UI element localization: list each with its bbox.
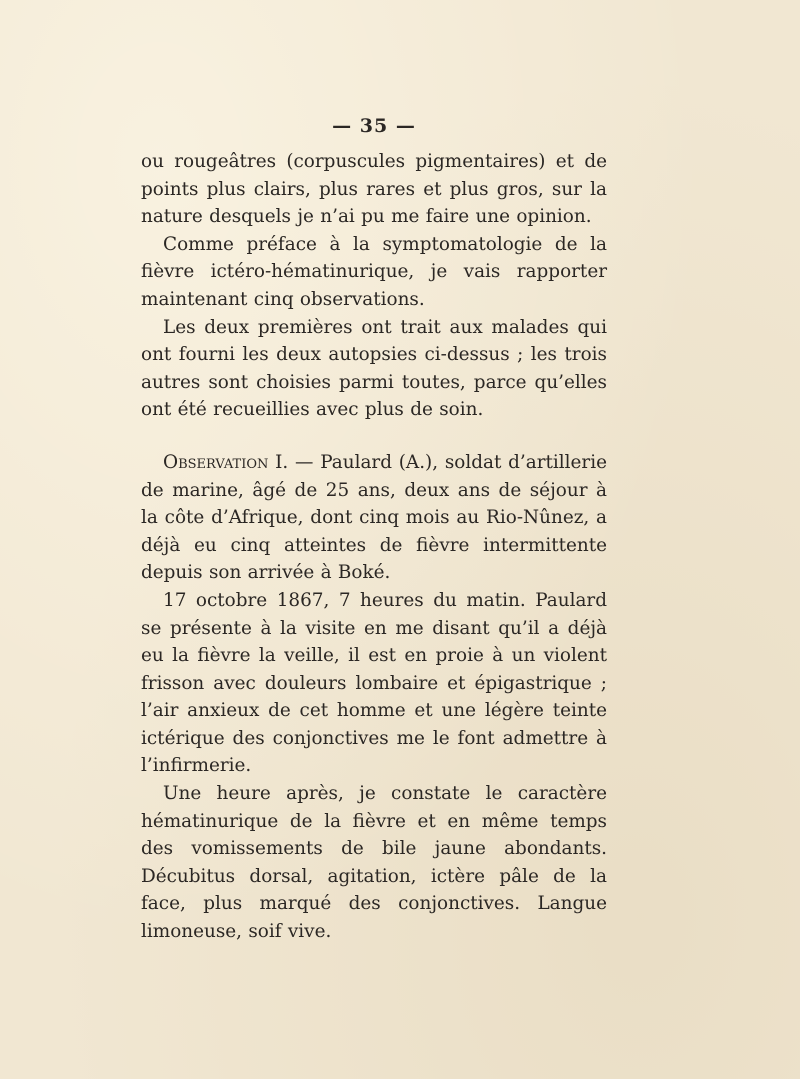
observation-intro-paragraph xyxy=(141,449,607,587)
observation-paragraph: Une heure après, je constate le caractère hématinurique de la fièvre et en même temps des vomissements de bile jaune abondants. Décubitus dorsal, agitation, ictère pâle de la face, plus marqué des conjonctives. Langue limoneuse, soif vive. xyxy=(141,783,607,943)
book-page xyxy=(141,110,607,946)
page-number: — 35 — xyxy=(332,115,416,137)
paragraph-preface: Comme préface à la symptomatologie de la fièvre ictéro-hématinurique, je vais rapporter maintenant cinq observations. xyxy=(141,233,607,310)
observation-paragraph: 17 octobre 1867, 7 heures du matin. Paulard se présente à la visite en me disant qu’il a déjà eu la fièvre la veille, il est en proie à un violent frisson avec douleurs lombaire et épigastrique ; l’air anxieux de cet homme et une légère teinte ictérique des conjonctives me le font admettre à l’infirmerie. xyxy=(141,589,607,777)
paragraph-observations-intro: Les deux premières ont trait aux malades qui ont fourni les deux autopsies ci-dessus ; les trois autres sont choisies parmi toutes, parce qu’elles ont été recueillies avec plus de soin. xyxy=(141,316,607,421)
paragraph-continuation: ou rougeâtres (corpuscules pigmentaires) et de points plus clairs, plus rares et plus gros, sur la nature desquels je n’ai pu me faire une opinion. xyxy=(141,151,607,228)
observation-heading: Observation I. xyxy=(163,451,289,473)
section-spacer xyxy=(141,424,607,449)
observation-intro-text: — Paulard (A.), soldat d’artillerie de marine, âgé de 25 ans, deux ans de séjour à la côte d’Afrique, dont cinq mois au Rio-Nûnez, a déjà eu cinq atteintes de fièvre intermittente depuis son arrivée à Boké. xyxy=(141,451,607,584)
